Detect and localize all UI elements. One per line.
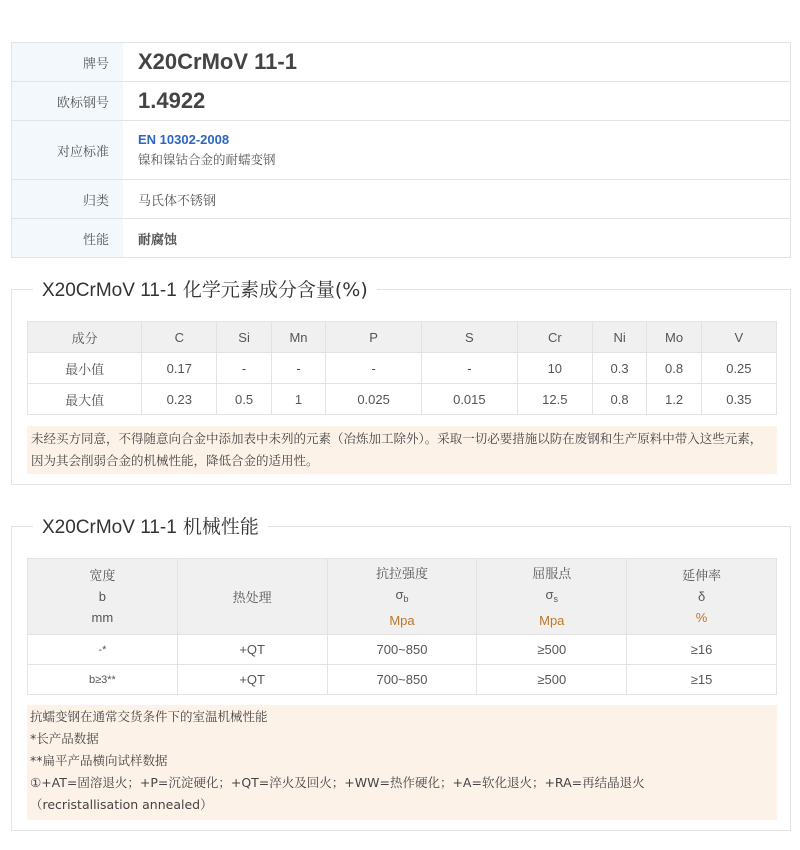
mechanical-row [28, 665, 777, 695]
en-number-label: 欧标钢号 [12, 82, 123, 120]
chem-cell: - [326, 353, 422, 384]
chem-cell: 0.25 [701, 353, 776, 384]
chem-cell: 1 [271, 384, 325, 415]
chem-header-cell: Mn [271, 322, 325, 353]
width-header: 宽度 b mm [28, 559, 178, 635]
mech-note-line: 抗蠕变钢在通常交货条件下的室温机械性能 [30, 709, 268, 724]
info-row-category [12, 180, 790, 219]
en-number-value: 1.4922 [138, 88, 206, 113]
chem-header-cell: Mo [647, 322, 701, 353]
chem-cell: 0.17 [142, 353, 217, 384]
chem-cell: 1.2 [647, 384, 701, 415]
chem-cell: 12.5 [517, 384, 592, 415]
mech-cell: 700~850 [327, 635, 477, 665]
mechanical-header-row [28, 559, 777, 635]
standard-label: 对应标准 [12, 121, 123, 179]
chem-header-cell: Cr [517, 322, 592, 353]
chem-cell: 0.015 [421, 384, 517, 415]
mechanical-table [27, 558, 777, 695]
chemical-section-title: X20CrMoV 11-1 化学元素成分含量(%) [33, 277, 377, 304]
chem-cell: - [421, 353, 517, 384]
material-info-table [11, 42, 791, 258]
info-row-grade [12, 43, 790, 82]
tensile-strength-header: 抗拉强度 $\sigma_b$ Mpa [327, 559, 477, 635]
chemical-composition-section [11, 279, 791, 485]
chem-cell: 0.23 [142, 384, 217, 415]
mech-cell: b≥3** [28, 665, 178, 695]
mech-note-line: （recristallisation annealed） [30, 797, 213, 812]
chemical-note: 未经买方同意，不得随意向合金中添加表中未列的元素（冶炼加工除外）。采取一切必要措施以防在废钢和生产原料中带入这些元素，因为其会削弱合金的机械性能，降低合金的适用性。 [27, 426, 777, 474]
mech-cell: ≥16 [627, 635, 777, 665]
mech-note-line: ①+AT=固溶退火；+P=沉淀硬化；+QT=淬火及回火；+WW=热作硬化；+A=软化退火；+RA=再结晶退火 [30, 775, 645, 790]
elongation-header: 延伸率 δ % [627, 559, 777, 635]
yield-point-header: 屈服点 $\sigma_s$ Mpa [477, 559, 627, 635]
chemical-min-row [28, 353, 777, 384]
mech-cell: ≥500 [477, 635, 627, 665]
mech-note-line: *长产品数据 [30, 731, 99, 746]
info-row-standard [12, 121, 790, 180]
heat-treatment-header: 热处理 [177, 559, 327, 635]
chem-cell: 0.8 [592, 384, 646, 415]
chem-cell: - [271, 353, 325, 384]
mech-cell: ≥500 [477, 665, 627, 695]
chem-cell: 0.35 [701, 384, 776, 415]
category-value: 马氏体不锈钢 [138, 193, 217, 209]
chemical-table [27, 321, 777, 415]
chemical-header-row [28, 322, 777, 353]
grade-label: 牌号 [12, 43, 123, 81]
chem-cell: - [217, 353, 271, 384]
standard-link[interactable]: EN 10302-2008 [138, 132, 230, 147]
mechanical-properties-section [11, 516, 791, 831]
property-label: 性能 [12, 219, 123, 257]
chem-header-cell: S [421, 322, 517, 353]
chemical-max-row [28, 384, 777, 415]
chem-cell: 10 [517, 353, 592, 384]
category-label: 归类 [12, 180, 123, 218]
chem-cell: 最大值 [28, 384, 142, 415]
mechanical-section-title: X20CrMoV 11-1 机械性能 [33, 514, 268, 541]
chem-cell: 0.8 [647, 353, 701, 384]
mech-cell: +QT [177, 635, 327, 665]
chem-header-cell: 成分 [28, 322, 142, 353]
mech-cell: ≥15 [627, 665, 777, 695]
mechanical-notes [27, 705, 777, 820]
mech-cell: +QT [177, 665, 327, 695]
chem-cell: 最小值 [28, 353, 142, 384]
chem-header-cell: Si [217, 322, 271, 353]
chem-header-cell: V [701, 322, 776, 353]
chem-header-cell: Ni [592, 322, 646, 353]
standard-description: 镍和镍钴合金的耐蠕变钢 [138, 152, 276, 167]
chem-header-cell: P [326, 322, 422, 353]
mech-cell: -* [28, 635, 178, 665]
chem-cell: 0.5 [217, 384, 271, 415]
chem-cell: 0.3 [592, 353, 646, 384]
grade-value: X20CrMoV 11-1 [138, 49, 297, 74]
mechanical-row [28, 635, 777, 665]
info-row-property [12, 219, 790, 258]
info-row-en-number [12, 82, 790, 121]
mech-note-line: **扁平产品横向试样数据 [30, 753, 168, 768]
chem-cell: 0.025 [326, 384, 422, 415]
chem-header-cell: C [142, 322, 217, 353]
mech-cell: 700~850 [327, 665, 477, 695]
property-value: 耐腐蚀 [138, 232, 178, 248]
